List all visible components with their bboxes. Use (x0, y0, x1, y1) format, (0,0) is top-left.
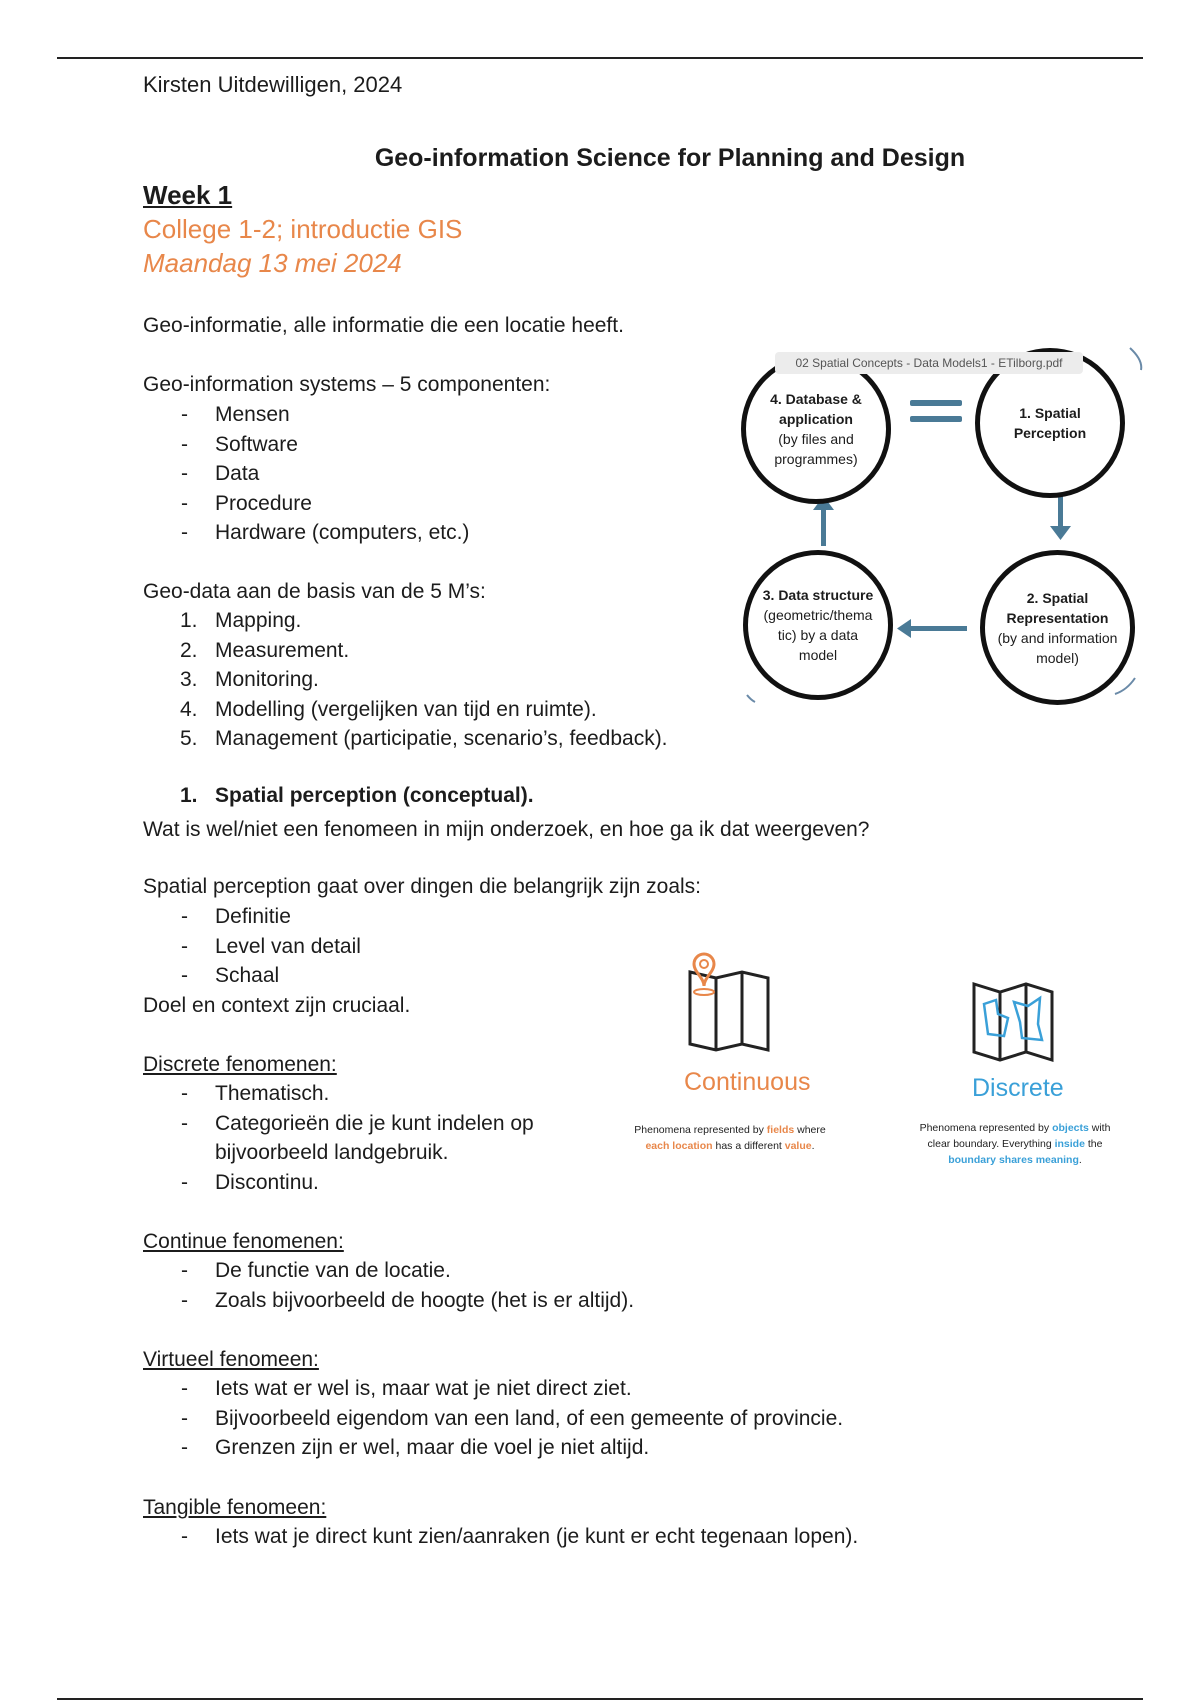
document-title: Geo-information Science for Planning and Design (374, 144, 966, 172)
geodata-heading: Geo-data aan de basis van de 5 M’s: (143, 580, 486, 603)
frame-arc (1130, 348, 1141, 370)
top-rule (57, 57, 1143, 59)
node-spatial-perception: 1. Spatial Perception (975, 348, 1125, 498)
continuous-discrete-figure (630, 950, 1150, 1200)
list-item: - Thematisch. (143, 1079, 623, 1109)
list-item: - De functie van de locatie. (143, 1256, 634, 1286)
arrow-left-icon (897, 619, 967, 638)
continue-heading: Continue fenomenen: (143, 1230, 344, 1253)
map-pin-icon (680, 950, 790, 1060)
continuous-description: Phenomena represented by fields where each location has a different value. (634, 1124, 826, 1152)
pdf-filename-tab: 02 Spatial Concepts - Data Models1 - ETilborg.pdf (775, 352, 1083, 374)
lecture-date: Maandag 13 mei 2024 (143, 248, 402, 278)
discrete-description: Phenomena represented by objects with clear boundary. Everything inside the boundary shares meaning. (919, 1122, 1111, 1166)
list-item: - Schaal (143, 961, 361, 991)
discrete-label: Discrete (972, 1074, 1064, 1102)
virtueel-list (143, 1374, 843, 1463)
node-database-application: 4. Database & application (by files and programmes) (741, 354, 891, 504)
gis-heading: Geo-information systems – 5 componenten: (143, 373, 551, 396)
frame-arc (747, 695, 755, 702)
node-spatial-representation: 2. Spatial Representation (by and information model) (980, 550, 1135, 705)
list-item: 2. Measurement. (180, 638, 350, 662)
college-subtitle: College 1-2; introductie GIS (143, 214, 463, 244)
five-m-list (143, 606, 668, 754)
list-item: 5. Management (participatie, scenario’s, feedback). (180, 727, 668, 750)
list-item: - Level van detail (143, 932, 361, 962)
continuous-label: Continuous (684, 1068, 811, 1096)
spatial-list (143, 902, 361, 991)
virtueel-heading: Virtueel fenomeen: (143, 1348, 319, 1371)
equals-bar-bottom (910, 416, 962, 422)
intro-text: Geo-informatie, alle informatie die een locatie heeft. (143, 314, 624, 337)
list-item: 4. Modelling (vergelijken van tijd en ruimte). (180, 697, 597, 721)
discrete-heading: Discrete fenomenen: (143, 1053, 337, 1076)
list-item: - Hardware (computers, etc.) (143, 518, 469, 548)
list-item: - Procedure (143, 489, 469, 519)
list-item: - Iets wat je direct kunt zien/aanraken (je kunt er echt tegenaan lopen). (143, 1522, 858, 1552)
continue-list (143, 1256, 634, 1315)
spatial-question: Wat is wel/niet een fenomeen in mijn onderzoek, en hoe ga ik dat weergeven? (143, 818, 870, 841)
list-item: - Software (143, 430, 469, 460)
list-item: 1. Mapping. (180, 609, 302, 632)
spatial-intro: Spatial perception gaat over dingen die belangrijk zijn zoals: (143, 875, 702, 898)
discrete-list (143, 1079, 623, 1197)
list-item: - Grenzen zijn er wel, maar die voel je niet altijd. (143, 1433, 843, 1463)
spatial-data-cycle-diagram (735, 340, 1145, 710)
equals-bar-top (910, 400, 962, 406)
map-regions-icon (970, 978, 1080, 1068)
list-item: - Mensen (143, 400, 469, 430)
list-item: - Definitie (143, 902, 361, 932)
gis-components-list (143, 400, 469, 548)
author-line: Kirsten Uitdewilligen, 2024 (143, 72, 403, 97)
tangible-list (143, 1522, 858, 1552)
spatial-note: Doel en context zijn cruciaal. (143, 994, 411, 1017)
list-item: - Bijvoorbeeld eigendom van een land, of een gemeente of provincie. (143, 1404, 843, 1434)
list-item: 3. Monitoring. (180, 668, 319, 691)
list-item: - Discontinu. (143, 1168, 623, 1198)
list-item: - Iets wat er wel is, maar wat je niet direct ziet. (143, 1374, 843, 1404)
tangible-heading: Tangible fenomeen: (143, 1496, 327, 1519)
list-item: - Zoals bijvoorbeeld de hoogte (het is er altijd). (143, 1286, 634, 1316)
week-heading: Week 1 (143, 180, 233, 210)
list-item: - Categorieën die je kunt indelen op bijvoorbeeld landgebruik. (143, 1109, 623, 1168)
node-data-structure: 3. Data structure (geometric/thema tic) by a data model (743, 550, 893, 700)
list-item: - Data (143, 459, 469, 489)
frame-arc (1115, 678, 1135, 694)
